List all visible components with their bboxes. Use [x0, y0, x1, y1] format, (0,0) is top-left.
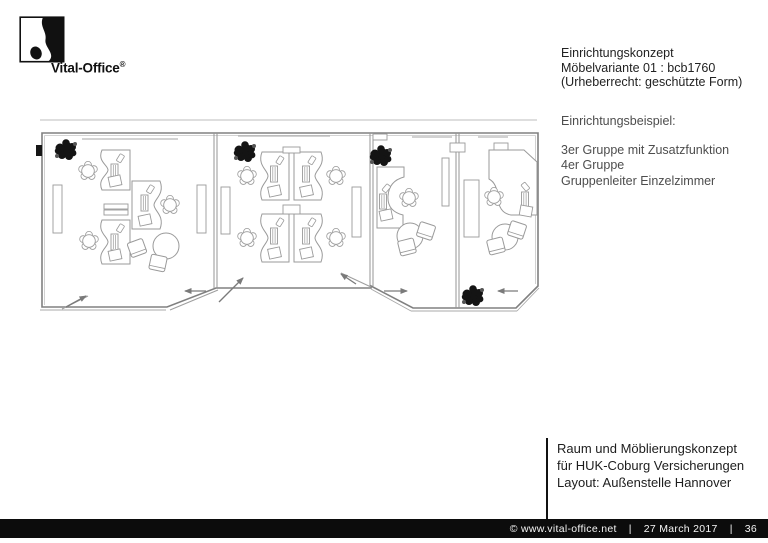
- concept-example: [561, 114, 729, 189]
- visitor-chair: [486, 237, 505, 255]
- concept-example-title: Einrichtungsbeispiel:: [561, 114, 676, 128]
- project-rule: [546, 438, 548, 519]
- desk-link: [283, 205, 300, 214]
- desk-link: [283, 147, 300, 153]
- desk: [101, 150, 130, 190]
- door-leaves: [60, 273, 371, 310]
- visitor-chair: [397, 238, 416, 256]
- wall-mark: [36, 145, 42, 156]
- visitor-chair: [149, 254, 168, 272]
- desk: [294, 214, 322, 262]
- task-chair: [161, 195, 180, 213]
- task-chair: [400, 188, 419, 206]
- project-line-2: für HUK-Coburg Versicherungen: [557, 458, 745, 473]
- footer-copyright: © www.vital-office.net: [509, 522, 617, 535]
- desk: [132, 181, 161, 229]
- footer-separator: |: [628, 522, 632, 535]
- task-chair: [327, 228, 346, 246]
- header-line-3: (Urheberrecht: geschützte Form): [561, 75, 743, 89]
- task-chair: [238, 166, 257, 184]
- desk-link: [104, 210, 128, 215]
- door-arrow-icon: [66, 296, 86, 307]
- footer-date: 27 March 2017: [643, 522, 718, 535]
- concept-item-1: 3er Gruppe mit Zusatzfunktion: [561, 142, 730, 157]
- plant-icon: [462, 285, 484, 306]
- plant-icon: [234, 141, 256, 162]
- desk: [489, 150, 537, 217]
- footer-bar: [0, 519, 768, 538]
- footer-page-number: 36: [744, 522, 757, 535]
- project-line-3: Layout: Außenstelle Hannover: [557, 475, 732, 490]
- project-info: [557, 440, 744, 491]
- logo-mark-icon: [19, 16, 67, 64]
- desk: [101, 220, 130, 264]
- desk: [294, 152, 322, 200]
- vital-office-logo: [19, 16, 239, 76]
- header-line-2: Möbelvariante 01 : bcb1760: [561, 60, 716, 75]
- project-line-1: Raum und Möblierungskonzept: [557, 441, 737, 456]
- plant-icon: [55, 139, 77, 160]
- concept-item-3: Gruppenleiter Einzelzimmer: [561, 173, 716, 188]
- wall-recess-lines: [82, 136, 508, 139]
- task-chair: [80, 231, 99, 249]
- task-chair: [238, 228, 257, 246]
- registered-mark: ®: [119, 60, 126, 69]
- concept-header: [561, 46, 742, 90]
- desk-link: [104, 204, 128, 209]
- task-chair: [79, 161, 98, 179]
- header-line-1: Einrichtungskonzept: [561, 46, 674, 60]
- desk: [261, 214, 289, 262]
- door-arrow-icon: [219, 278, 243, 302]
- logo-wordmark: Vital-Office®: [51, 60, 126, 76]
- desk: [261, 152, 289, 200]
- task-chair: [327, 166, 346, 184]
- concept-item-2: 4er Gruppe: [561, 158, 625, 172]
- footer-separator: |: [729, 522, 733, 535]
